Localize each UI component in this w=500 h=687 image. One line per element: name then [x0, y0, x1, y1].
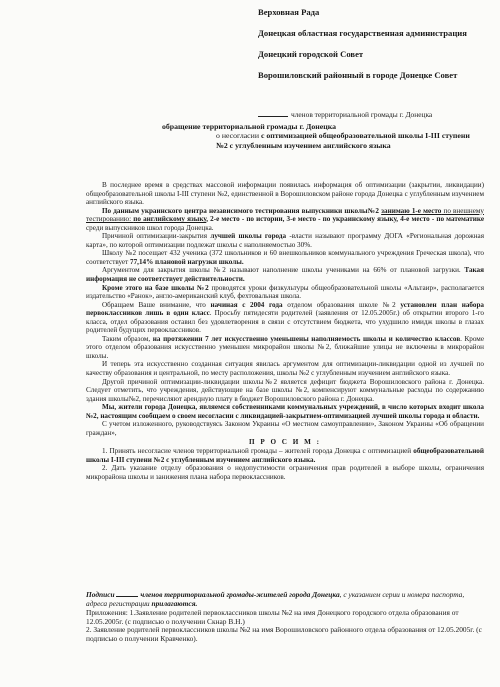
letter-body: [86, 181, 484, 481]
paragraphs: [86, 181, 484, 437]
body-paragraph-run: по английскому языку: [133, 215, 207, 224]
body-paragraph: [86, 266, 484, 283]
body-paragraph: [86, 249, 484, 266]
body-paragraph-run: Аргументом для закрытия школы №2 называют наполнение школы учениками на 66% от плановой загрузки.: [102, 266, 465, 275]
subject-pre: о несогласии: [216, 131, 261, 141]
body-paragraph-run: Школу №2 посещает 432 ученика (372 школьников и 60 внешкольников коммунального учреждения Греческая школа), что соответствует: [86, 249, 484, 266]
sender-text: членов территориальной громады г. Донецка: [291, 110, 433, 119]
signature-lead: Подписи: [86, 590, 115, 599]
body-paragraph-run: установлен план набора первоклассников лишь в один класс: [86, 300, 484, 318]
request-item-run: 1. Принять несогласие членов территориальной громады – жителей города Донецка с оптимизацией: [102, 446, 414, 455]
body-paragraph-run: В последнее время в средствах массовой информации появилась информация об оптимизации (закрытии, ликвидации) общеобразовательной школы I-III ступени №2, единственной в Ворошиловском районе города Донецка с углубленным изучением английского языка.: [86, 181, 484, 207]
recipient-district-council: Ворошиловский районный в городе Донецке Совет: [258, 70, 458, 80]
signature-blank: [116, 596, 138, 597]
request-item: [86, 447, 484, 464]
body-paragraph-run: отделом образования школе №2: [282, 300, 401, 309]
subject-title: обращение территориальной громады г. Донецка: [162, 122, 336, 131]
recipient-city-council: Донецкий городской Совет: [258, 49, 364, 59]
request-item-run: 2. Дать указание отделу образования о недопустимости ограничения прав родителей в выборе школы, ограничения микрорайона школы и занижения плана набора первоклассников.: [86, 464, 484, 481]
body-paragraph-run: Таким образом,: [102, 334, 153, 343]
request-item-run: общеобразовательной школы I-III ступени №2 с углубленным изучением английского языка.: [86, 446, 484, 464]
subject-text: [216, 131, 482, 150]
body-paragraph-run: 77,14% плановой нагрузки школы.: [130, 257, 244, 266]
body-paragraph: [86, 232, 484, 249]
attachments: [86, 609, 484, 644]
signature-note: [86, 590, 484, 608]
body-paragraph: [86, 360, 484, 377]
body-paragraph-run: Такая информация не соответствует действительности.: [86, 266, 484, 284]
attachment-1: Приложения: 1.Заявление родителей первоклассников школы №2 на имя Донецкого городского отдела образования от 12.05.2005г. (с подписью о получении Скнар В.Н.): [86, 608, 459, 626]
body-paragraph-run: . Просьбу пятидесяти родителей (заявления от 12.05.2005г.) об открытии второго 1-го класса, отдел образования оставил без удовлетворения в связи с отсутствием бюджета, что ухудшило имидж школы в глазах родителей будущих первоклассников.: [86, 309, 484, 335]
body-paragraph: [86, 403, 484, 420]
signature-mid: , с указанием серии и номера паспорта, адреса регистрации: [86, 590, 465, 608]
recipient-oblast-administration: Донецкая областная государственная администрация: [258, 28, 467, 38]
body-paragraph-run: , 2-е место - по истории, 3-е место - по украинскому языку, 4-е место - по математике: [206, 215, 484, 224]
subject-block: [162, 122, 482, 150]
body-paragraph-run: Другой причиной оптимизации-ликвидации школы№2 является дефицит бюджета Ворошиловского района г. Донецка. Следует отметить, что учреждения, действующие на базе школы №2, компенсируют коммунальные расходы по содержанию здания школы№2, перечисляют арендную плату в бюджет Ворошиловского района г. Донецка.: [86, 377, 484, 403]
body-paragraph-run: Причиной оптимизации-закрытия: [102, 232, 211, 241]
body-paragraph-run: занимаю 1-е место: [381, 206, 442, 215]
body-paragraph-run: И теперь эта искусственно созданная ситуация явилась аргументом для оптимизации-ликвидации одной из лучшей по качеству образования и центральной, по месту расположения, школы №2 с углубленным изучением английского языка.: [86, 360, 484, 378]
body-paragraph-run: . Кроме этого отделом образования искусственно уменьшен микрорайон школы №2, ближайшие улицы не включены в микрорайон школы.: [86, 334, 484, 360]
body-paragraph: [86, 378, 484, 404]
body-paragraph-run: начиная с 2004 года: [210, 300, 283, 309]
body-paragraph-run: по внешнему тестированию:: [86, 206, 484, 224]
body-paragraph-run: -власти называют программу ДОГА «Региональная дорожная карта», по которой оптимизации подлежат школы с наполняемостью 30%.: [86, 232, 484, 249]
body-paragraph: [86, 181, 484, 207]
body-paragraph-run: среди выпускников школ города Донецка.: [86, 223, 214, 232]
prosim-heading: П Р О С И М :: [248, 438, 321, 447]
body-paragraph: [86, 420, 484, 437]
blank-line: [258, 116, 288, 117]
body-paragraph-run: проводятся уроки физкультуры общеобразовательной школы «Альтаир», располагается издательство «Ранок», англо-американский клуб, фехтовальная школа.: [86, 283, 484, 301]
signature-end: прилагаются.: [151, 599, 198, 608]
body-paragraph: [86, 284, 484, 301]
body-paragraph-run: Обращаем Ваше внимание, что: [102, 300, 211, 309]
body-paragraph-run: По данным украинского центра независимого тестирования выпускники школы№2: [102, 206, 382, 215]
body-paragraph: [86, 207, 484, 233]
body-paragraph-run: Мы, жители города Донецка, являемся собственниками коммунальных учреждений, в число которых входит школа №2, настоящим сообщаем о своем несогласии с ликвидацией-закрытием-оптимизацией лучшей школы города и области.: [86, 403, 484, 420]
attachment-2: 2. Заявление родителей первоклассников школы №2 на имя Ворошиловского районного отдела образования от 12.05.2005г. (с подписью о получении Кравченко).: [86, 625, 482, 644]
body-paragraph-run: Кроме этого на базе школы №2: [102, 283, 209, 292]
sender-line: [258, 110, 432, 119]
request-item: [86, 464, 484, 481]
body-paragraph-run: лучшей школы города: [210, 232, 287, 241]
body-paragraph-run: С учетом изложенного, руководствуясь Законом Украины «О местном самоуправлении», Законом Украины «Об обращении граждан»,: [86, 420, 484, 437]
recipient-verkhovna-rada: Верховная Рада: [258, 7, 320, 17]
body-paragraph-run: на протяжении 7 лет искусственно уменьшены наполняемость школы и количество классов: [152, 334, 461, 343]
subject-bold: с оптимизацией общеобразовательной школы I-III ступени №2 с углубленным изучением английского языка: [216, 131, 470, 150]
signature-bold: членов территориальной громады-жителей города Донецка: [140, 590, 340, 599]
body-paragraph: [86, 301, 484, 335]
requests: [86, 447, 484, 481]
body-paragraph: [86, 335, 484, 361]
